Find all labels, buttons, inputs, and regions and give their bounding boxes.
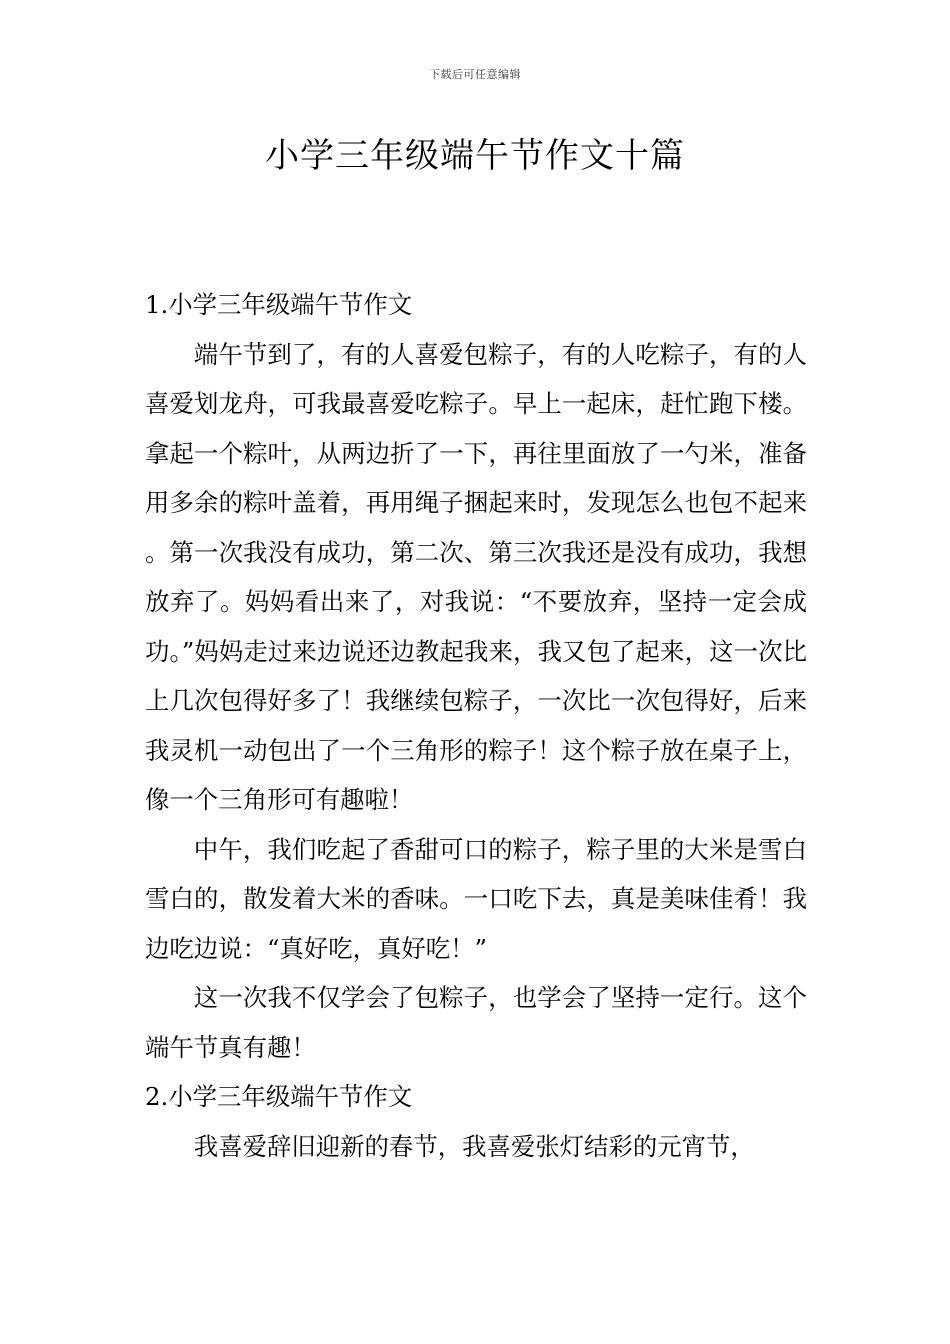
essay-section-1 [145, 280, 807, 1072]
paragraph: 中午，我们吃起了香甜可口的粽子，粽子里的大米是雪白雪白的，散发着大米的香味。一口吃下去，真是美味佳肴！我边吃边说：“真好吃，真好吃！” [145, 834, 807, 963]
document-body [145, 280, 807, 1171]
section-heading: 2.小学三年级端午节作文 [145, 1082, 413, 1111]
document-title: 小学三年级端午节作文十篇 [265, 136, 685, 176]
paragraph: 端午节到了，有的人喜爱包粽子，有的人吃粽子，有的人喜爱划龙舟，可我最喜爱吃粽子。早上一起床，赶忙跑下楼。拿起一个粽叶，从两边折了一下，再往里面放了一勺米，准备用多余的粽叶盖着，再用绳子捆起来时，发现怎么也包不起来。第一次我没有成功，第二次、第三次我还是没有成功，我想放弃了。妈妈看出来了，对我说：“不要放弃，坚持一定会成功。”妈妈走过来边说还边教起我来，我又包了起来，这一次比上几次包得好多了！我继续包粽子，一次比一次包得好，后来我灵机一动包出了一个三角形的粽子！这个粽子放在桌子上，像一个三角形可有趣啦！ [145, 339, 807, 814]
paragraph: 这一次我不仅学会了包粽子，也学会了坚持一定行。这个端午节真有趣！ [145, 983, 807, 1062]
header-note: 下载后可任意编辑 [429, 68, 521, 81]
paragraph: 我喜爱辞旧迎新的春节，我喜爱张灯结彩的元宵节， [193, 1131, 755, 1161]
essay-section-2 [145, 1072, 807, 1171]
section-heading: 1.小学三年级端午节作文 [145, 290, 413, 319]
